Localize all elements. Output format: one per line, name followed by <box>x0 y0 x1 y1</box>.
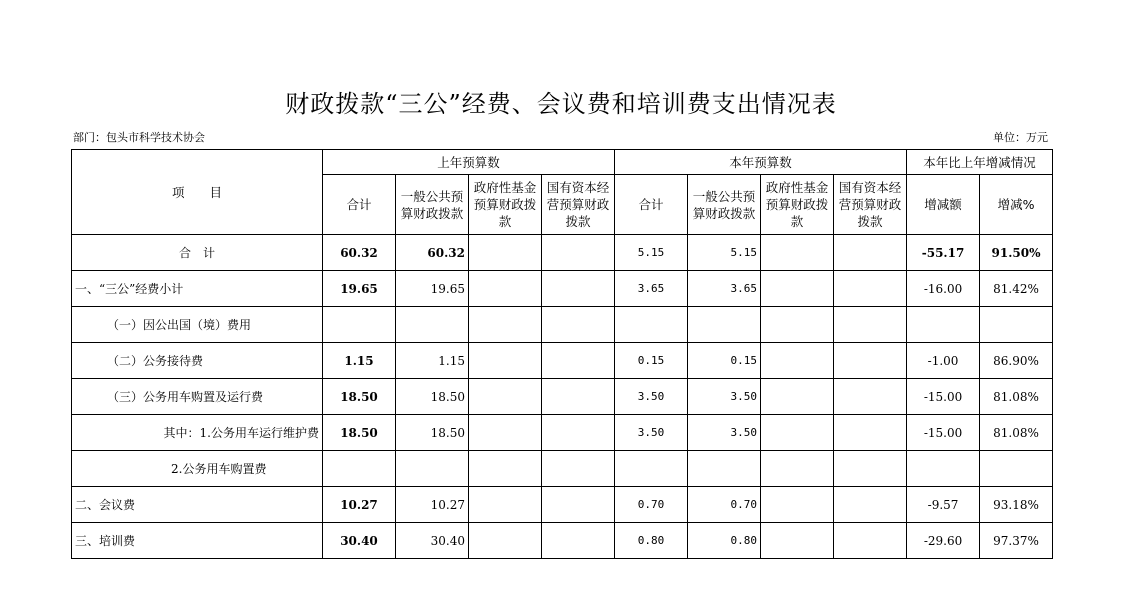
cur-state-cell <box>834 307 907 343</box>
table-row <box>72 415 1053 451</box>
prev-state-cell <box>542 235 615 271</box>
prev-total-cell: 30.40 <box>323 523 396 559</box>
change-pct-cell: 91.50% <box>980 235 1053 271</box>
prev-state-cell <box>542 343 615 379</box>
prev-state-cell <box>542 487 615 523</box>
header-cur-general: 一般公共预算财政拨款 <box>688 175 761 235</box>
prev-total-cell: 18.50 <box>323 415 396 451</box>
prev-general-cell: 60.32 <box>396 235 469 271</box>
cur-fund-cell <box>761 415 834 451</box>
cur-total-cell: 0.80 <box>615 523 688 559</box>
header-this-year: 本年预算数 <box>615 150 907 175</box>
department-label: 部门：包头市科学技术协会 <box>73 131 205 144</box>
table-row <box>72 343 1053 379</box>
change-pct-cell: 86.90% <box>980 343 1053 379</box>
change-amount-cell: -29.60 <box>907 523 980 559</box>
header-cur-total: 合计 <box>615 175 688 235</box>
row-label: 合 计 <box>72 235 323 271</box>
prev-total-cell: 10.27 <box>323 487 396 523</box>
row-label: 一、“三公”经费小计 <box>72 271 323 307</box>
row-label: 2.公务用车购置费 <box>72 451 323 487</box>
change-pct-cell: 97.37% <box>980 523 1053 559</box>
change-pct-cell <box>980 451 1053 487</box>
prev-total-cell: 19.65 <box>323 271 396 307</box>
prev-total-cell: 18.50 <box>323 379 396 415</box>
prev-fund-cell <box>469 487 542 523</box>
table-row <box>72 451 1053 487</box>
cur-general-cell: 0.15 <box>688 343 761 379</box>
header-prev-general: 一般公共预算财政拨款 <box>396 175 469 235</box>
cur-total-cell: 3.50 <box>615 415 688 451</box>
expenditure-table <box>71 149 1053 559</box>
change-amount-cell: -1.00 <box>907 343 980 379</box>
cur-state-cell <box>834 271 907 307</box>
header-prev-fund: 政府性基金预算财政拨款 <box>469 175 542 235</box>
cur-fund-cell <box>761 451 834 487</box>
row-label: （三）公务用车购置及运行费 <box>72 379 323 415</box>
row-label: 其中：1.公务用车运行维护费 <box>72 415 323 451</box>
cur-general-cell <box>688 307 761 343</box>
cur-state-cell <box>834 415 907 451</box>
header-cur-fund: 政府性基金预算财政拨款 <box>761 175 834 235</box>
prev-state-cell <box>542 271 615 307</box>
prev-fund-cell <box>469 343 542 379</box>
cur-fund-cell <box>761 523 834 559</box>
prev-state-cell <box>542 415 615 451</box>
cur-fund-cell <box>761 379 834 415</box>
change-pct-cell: 81.42% <box>980 271 1053 307</box>
prev-general-cell: 18.50 <box>396 379 469 415</box>
prev-total-cell: 60.32 <box>323 235 396 271</box>
cur-state-cell <box>834 523 907 559</box>
cur-total-cell: 0.15 <box>615 343 688 379</box>
prev-total-cell: 1.15 <box>323 343 396 379</box>
change-pct-cell: 93.18% <box>980 487 1053 523</box>
table-row <box>72 523 1053 559</box>
cur-state-cell <box>834 379 907 415</box>
cur-fund-cell <box>761 307 834 343</box>
prev-general-cell: 10.27 <box>396 487 469 523</box>
change-amount-cell: -9.57 <box>907 487 980 523</box>
prev-state-cell <box>542 379 615 415</box>
change-amount-cell: -15.00 <box>907 379 980 415</box>
table-row <box>72 307 1053 343</box>
prev-fund-cell <box>469 271 542 307</box>
cur-general-cell: 3.65 <box>688 271 761 307</box>
prev-fund-cell <box>469 523 542 559</box>
prev-general-cell: 30.40 <box>396 523 469 559</box>
prev-state-cell <box>542 451 615 487</box>
change-pct-cell: 81.08% <box>980 379 1053 415</box>
prev-fund-cell <box>469 415 542 451</box>
prev-total-cell <box>323 451 396 487</box>
cur-general-cell: 3.50 <box>688 415 761 451</box>
unit-label: 单位：万元 <box>993 131 1048 144</box>
prev-fund-cell <box>469 307 542 343</box>
header-prev-state: 国有资本经营预算财政拨款 <box>542 175 615 235</box>
cur-fund-cell <box>761 487 834 523</box>
header-prev-total: 合计 <box>323 175 396 235</box>
page-title: 财政拨款“三公”经费、会议费和培训费支出情况表 <box>285 90 837 118</box>
cur-total-cell: 5.15 <box>615 235 688 271</box>
cur-state-cell <box>834 487 907 523</box>
cur-fund-cell <box>761 235 834 271</box>
change-pct-cell <box>980 307 1053 343</box>
cur-general-cell: 5.15 <box>688 235 761 271</box>
row-label: （一）因公出国（境）费用 <box>72 307 323 343</box>
cur-general-cell <box>688 451 761 487</box>
prev-general-cell: 18.50 <box>396 415 469 451</box>
row-label: 二、会议费 <box>72 487 323 523</box>
cur-fund-cell <box>761 343 834 379</box>
prev-general-cell: 1.15 <box>396 343 469 379</box>
cur-state-cell <box>834 235 907 271</box>
prev-general-cell <box>396 307 469 343</box>
table-row <box>72 487 1053 523</box>
cur-total-cell <box>615 307 688 343</box>
cur-general-cell: 0.80 <box>688 523 761 559</box>
cur-fund-cell <box>761 271 834 307</box>
table-row <box>72 271 1053 307</box>
cur-total-cell: 3.50 <box>615 379 688 415</box>
prev-general-cell: 19.65 <box>396 271 469 307</box>
header-cur-state: 国有资本经营预算财政拨款 <box>834 175 907 235</box>
prev-fund-cell <box>469 379 542 415</box>
change-amount-cell: -55.17 <box>907 235 980 271</box>
table-row <box>72 235 1053 271</box>
header-item: 项 目 <box>72 150 323 235</box>
row-label: （二）公务接待费 <box>72 343 323 379</box>
cur-total-cell: 3.65 <box>615 271 688 307</box>
change-pct-cell: 81.08% <box>980 415 1053 451</box>
header-change-pct: 增减% <box>980 175 1053 235</box>
cur-general-cell: 0.70 <box>688 487 761 523</box>
cur-total-cell: 0.70 <box>615 487 688 523</box>
prev-fund-cell <box>469 451 542 487</box>
prev-state-cell <box>542 307 615 343</box>
header-change-amount: 增减额 <box>907 175 980 235</box>
cur-total-cell <box>615 451 688 487</box>
prev-general-cell <box>396 451 469 487</box>
header-prev-year: 上年预算数 <box>323 150 615 175</box>
cur-state-cell <box>834 343 907 379</box>
prev-state-cell <box>542 523 615 559</box>
prev-fund-cell <box>469 235 542 271</box>
cur-general-cell: 3.50 <box>688 379 761 415</box>
row-label: 三、培训费 <box>72 523 323 559</box>
change-amount-cell <box>907 451 980 487</box>
header-change: 本年比上年增减情况 <box>907 150 1053 175</box>
change-amount-cell: -16.00 <box>907 271 980 307</box>
change-amount-cell: -15.00 <box>907 415 980 451</box>
prev-total-cell <box>323 307 396 343</box>
cur-state-cell <box>834 451 907 487</box>
table-row <box>72 379 1053 415</box>
change-amount-cell <box>907 307 980 343</box>
